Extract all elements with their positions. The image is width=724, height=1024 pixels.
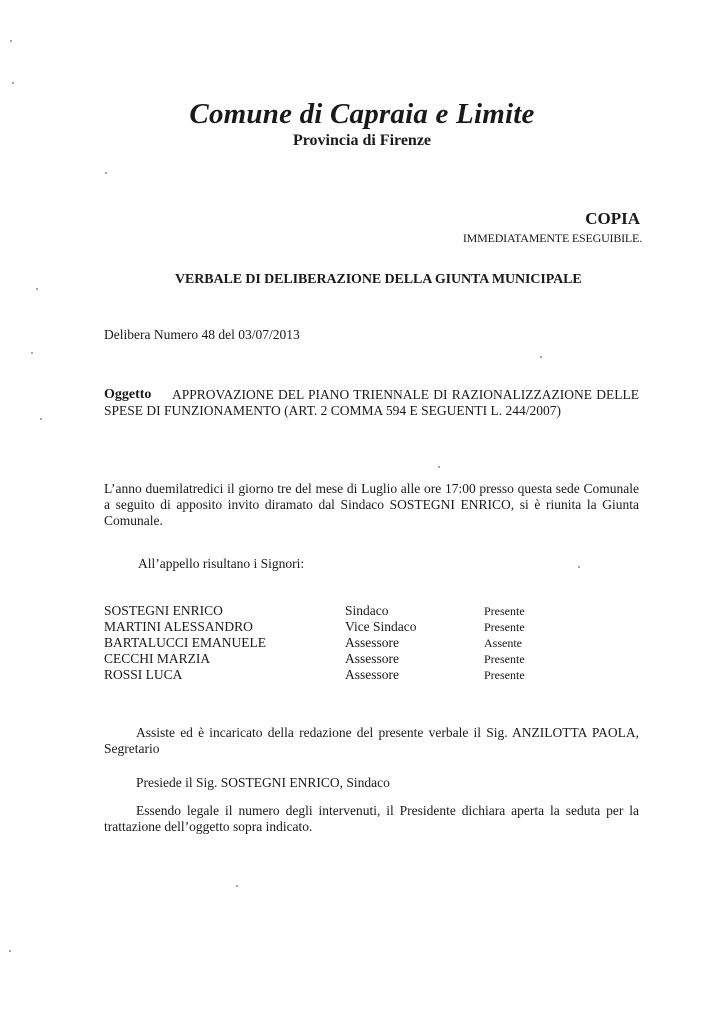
scan-speck <box>36 288 38 290</box>
scan-speck <box>105 172 107 174</box>
attendee-role: Sindaco <box>345 603 389 618</box>
scan-speck <box>31 352 33 354</box>
chair-line: Presiede il Sig. SOSTEGNI ENRICO, Sindaco <box>136 775 390 790</box>
scan-speck <box>10 40 12 42</box>
attendee-status: Assente <box>484 636 522 650</box>
scan-speck <box>9 950 11 952</box>
resolution-number: Delibera Numero 48 del 03/07/2013 <box>104 327 300 342</box>
intro-paragraph: L’anno duemilatredici il giorno tre del mese di Luglio alle ore 17:00 presso questa sede Comunale a seguito di apposito invito diramato dal Sindaco SOSTEGNI ENRICO, si è riunita la Giunta Comunale. <box>104 481 639 528</box>
scan-speck <box>40 418 42 420</box>
attendee-role: Vice Sindaco <box>345 619 417 634</box>
municipality-title: Comune di Capraia e Limite <box>189 98 535 130</box>
attendee-status: Presente <box>484 668 525 682</box>
attendee-role: Assessore <box>345 651 399 666</box>
attendee-role: Assessore <box>345 635 399 650</box>
attendee-status: Presente <box>484 604 525 618</box>
province-subtitle: Provincia di Firenze <box>292 132 432 149</box>
subject-text: APPROVAZIONE DEL PIANO TRIENNALE DI RAZIONALIZZAZIONE DELLE SPESE DI FUNZIONAMENTO (ART. 2 COMMA 594 E SEGUENTI L. 244/2007) <box>104 387 639 418</box>
attendee-name: SOSTEGNI ENRICO <box>104 603 223 618</box>
copy-stamp: COPIA <box>585 209 640 228</box>
attendee-name: MARTINI ALESSANDRO <box>104 619 253 634</box>
scan-speck <box>578 566 580 568</box>
scan-speck <box>12 82 14 84</box>
scan-speck <box>540 356 542 358</box>
quorum-paragraph: Essendo legale il numero degli intervenuti, il Presidente dichiara aperta la seduta per la trattazione dell’oggetto sopra indicato. <box>104 803 639 834</box>
attendee-name: ROSSI LUCA <box>104 667 183 682</box>
subject-label: Oggetto <box>104 387 152 402</box>
attendee-role: Assessore <box>345 667 399 682</box>
scan-speck <box>438 466 440 468</box>
scan-speck <box>236 885 238 887</box>
attendee-status: Presente <box>484 620 525 634</box>
attendee-name: CECCHI MARZIA <box>104 651 211 666</box>
document-heading: VERBALE DI DELIBERAZIONE DELLA GIUNTA MUNICIPALE <box>175 272 582 287</box>
executable-note: IMMEDIATAMENTE ESEGUIBILE. <box>462 231 642 245</box>
roll-call-label: All’appello risultano i Signori: <box>138 556 305 571</box>
attendee-status: Presente <box>484 652 525 666</box>
attendee-name: BARTALUCCI EMANUELE <box>104 635 266 650</box>
secretary-paragraph: Assiste ed è incaricato della redazione del presente verbale il Sig. ANZILOTTA PAOLA, Segretario <box>104 725 639 756</box>
